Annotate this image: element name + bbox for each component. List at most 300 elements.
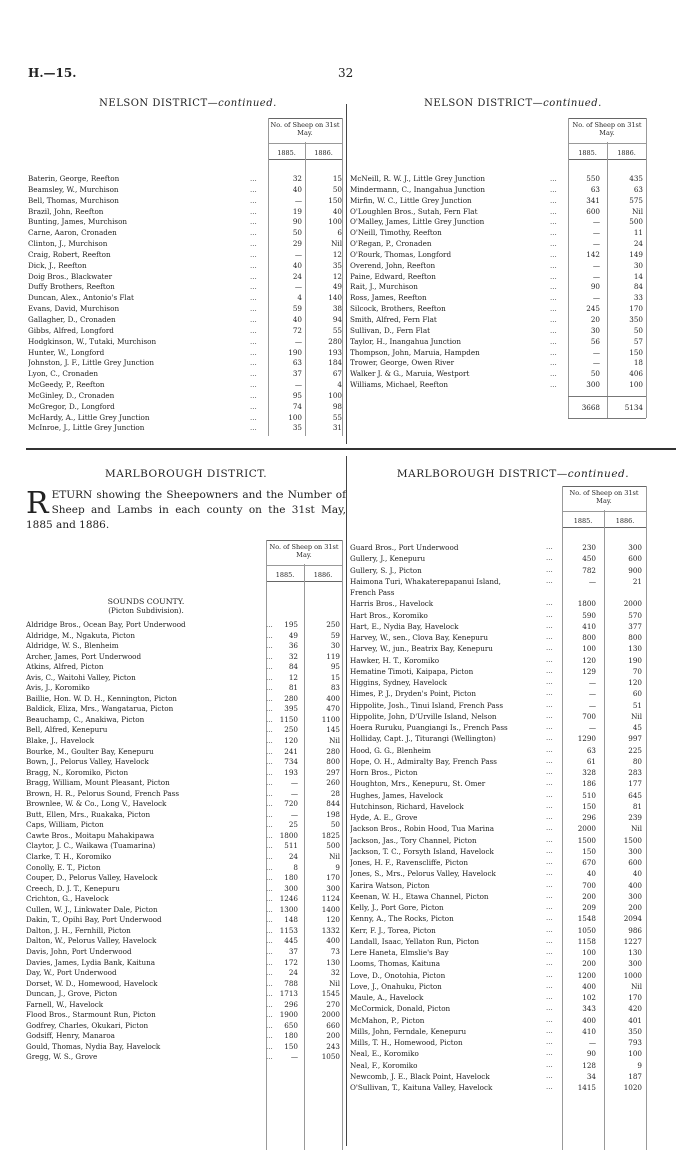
- sheepowner-name: Caps, William, Picton: [26, 820, 104, 830]
- sheep-count-1886: 470: [326, 704, 340, 714]
- table-row: McGinley, D., Cronaden ... 95 100: [28, 390, 342, 400]
- sheep-count-1885: 1246: [279, 894, 298, 904]
- sheep-count-1885: 1900: [279, 1010, 298, 1020]
- table-row: Lere Haneta, Elmslie's Bay ... 100 130: [350, 948, 642, 957]
- table-row: Dick, J., Reefton ... 40 35: [28, 260, 342, 270]
- sheepowner-name: Hope, O. H., Admiralty Bay, French Pass: [350, 756, 498, 766]
- table-row: O'Neill, Timothy, Reefton ... — 11: [350, 228, 643, 238]
- sheepowner-name: McCormick, Donald, Picton: [350, 1004, 451, 1014]
- sheepowner-name: Guard Bros., Port Underwood: [350, 543, 459, 552]
- table-row: Aldridge Bros., Ocean Bay, Port Underwood ... 195 250: [26, 620, 340, 629]
- sheep-count-1886: 35: [332, 260, 342, 270]
- table-row: Lyon, C., Cronaden ... 37 67: [28, 369, 342, 379]
- sheep-count-1886: 40: [632, 869, 642, 879]
- sheepowner-name: Hippolite, Josh., Tinui Island, French Pass: [350, 700, 504, 710]
- sheep-count-1886: 100: [629, 380, 643, 390]
- sheep-count-1885: 40: [292, 184, 302, 194]
- sheepowner-name: Brown, H. R., Pelorus Sound, French Pass: [26, 788, 180, 798]
- sheep-count-1886: 140: [328, 293, 342, 303]
- sheep-count-1886: 1050: [321, 1052, 340, 1062]
- table-row: McMahon, P., Picton ... 400 401: [350, 1015, 642, 1025]
- sheep-count-1886: Nil: [329, 736, 340, 746]
- sheep-count-1885: 1500: [577, 835, 596, 845]
- sheep-count-1885: 61: [586, 756, 596, 766]
- table-row: Brazil, John, Reefton ... 19 40: [28, 206, 342, 216]
- sheepowner-name: Horn Bros., Picton: [350, 768, 418, 777]
- sheep-count-1886: 81: [632, 801, 642, 811]
- sheep-count-1886: 21: [632, 576, 642, 586]
- sheep-count-1885: —: [290, 778, 298, 788]
- sheep-count-1885: 32: [288, 651, 298, 661]
- sheepowner-name: Mindermann, C., Inangahua Junction: [350, 184, 486, 194]
- sheep-count-1886: 500: [326, 841, 340, 851]
- sheep-count-1886: 18: [633, 358, 643, 368]
- table-row: Mindermann, C., Inangahua Junction ... 63 63: [350, 184, 643, 194]
- sheep-count-1885: 1800: [577, 599, 596, 609]
- sheep-count-1886: 119: [326, 651, 340, 661]
- sheep-count-1886: 1020: [623, 1083, 642, 1092]
- sheep-count-1886: 6: [337, 228, 342, 238]
- sheep-count-1886: 2000: [623, 599, 642, 609]
- sheep-count-1886: 49: [332, 282, 342, 292]
- sheep-count-1886: 997: [628, 734, 642, 744]
- sheep-count-1886: 32: [330, 968, 340, 978]
- sheep-count-1885: 74: [292, 401, 302, 411]
- sheep-count-1885: 35: [292, 423, 302, 433]
- sheep-count-1885: 209: [582, 903, 596, 912]
- sheep-count-1886: 297: [326, 767, 340, 777]
- sheep-count-1885: 172: [284, 957, 298, 967]
- sheep-count-1885: 1158: [577, 936, 596, 946]
- sheep-count-1886: 350: [628, 1026, 642, 1036]
- table-row: Mirfin, W. C., Little Grey Junction ... 341 575: [350, 195, 643, 205]
- sheepowner-name: Beamsley, W., Murchison: [28, 184, 119, 194]
- table-row: Horn Bros., Picton ... 328 283: [350, 768, 642, 777]
- sheepowner-name: Brazil, John, Reefton: [28, 206, 104, 216]
- sheepowner-name: Rait, J., Murchison: [350, 282, 418, 292]
- sheep-count-1885: 49: [288, 630, 298, 640]
- sheep-count-1885: 120: [284, 736, 298, 746]
- sheep-count-1886: 193: [328, 347, 342, 357]
- sheep-count-1886: 1400: [321, 904, 340, 914]
- sheep-count-1886: 1545: [321, 989, 340, 999]
- sheep-count-1886: 283: [628, 768, 642, 777]
- table-row: Holliday, Capt. J., Titurangi (Wellington) ... 1290 997: [350, 734, 642, 744]
- table-row: Dakin, T., Opihi Bay, Port Underwood ... 148 120: [26, 915, 340, 925]
- sheep-count-1885: 296: [582, 813, 596, 822]
- sheepowner-name: Silcock, Brothers, Reefton: [350, 304, 446, 314]
- sheep-count-1885: 90: [292, 217, 302, 227]
- sheep-count-1885: 24: [288, 852, 298, 862]
- table-row: Creech, D. J. T., Kenepuru ... 300 300: [26, 883, 340, 893]
- table-row: Hyde, A. E., Grove ... 296 239: [350, 813, 642, 822]
- sheep-count-1886: 570: [628, 610, 642, 620]
- sheepowner-name: Harvey, W., jun., Beatrix Bay, Kenepuru: [350, 644, 493, 654]
- sheepowner-name: French Pass: [350, 588, 395, 597]
- sheep-count-1886: 406: [629, 369, 643, 379]
- sheep-count-1885: 193: [284, 767, 298, 777]
- table-row: Craig, Robert, Reefton ... — 12: [28, 249, 342, 259]
- table-row: Davies, James, Lydia Bank, Kaituna ... 172 130: [26, 957, 340, 967]
- table-row: Gullery, J., Kenepuru ... 450 600: [350, 554, 642, 564]
- table-row: Thompson, John, Maruia, Hampden ... — 150: [350, 347, 643, 357]
- sheepowner-name: Davies, James, Lydia Bank, Kaituna: [26, 957, 156, 967]
- table-row: Sullivan, D., Fern Flat ... 30 50: [350, 325, 643, 335]
- sheepowner-name: Looms, Thomas, Kaituna: [350, 959, 440, 969]
- sheep-count-1885: 63: [590, 184, 600, 194]
- sheepowner-name: Cawte Bros., Moitapu Mahakipawa: [26, 830, 155, 840]
- sheep-count-1886: 150: [328, 195, 342, 205]
- sheep-count-1885: 40: [292, 314, 302, 324]
- sheep-count-1885: 720: [284, 799, 298, 809]
- sheepowner-name: Jackson, Jas., Tory Channel, Picton: [350, 835, 477, 845]
- table-row: Love, D., Onotohia, Picton ... 1200 1000: [350, 970, 642, 980]
- sheepowner-name: Jackson Bros., Robin Hood, Tua Marina: [350, 824, 494, 834]
- sheepowner-name: Harvey, W., sen., Clova Bay, Kenepuru: [350, 633, 488, 642]
- table-row: Duffy Brothers, Reefton ... — 49: [28, 282, 342, 292]
- sheepowner-name: Crichton, G., Havelock: [26, 894, 109, 904]
- sheep-count-1886: 30: [330, 641, 340, 651]
- table-row: Jones, S., Mrs., Pelorus Valley, Havelock ... 40 40: [350, 869, 642, 879]
- sheep-count-1885: 1050: [577, 925, 596, 935]
- sheep-count-1886: 100: [628, 1049, 642, 1059]
- sheep-count-1886: 300: [326, 883, 340, 893]
- sheepowner-name: Mills, T. H., Homewood, Picton: [350, 1038, 463, 1047]
- sheep-count-1886: 38: [332, 304, 342, 314]
- sheepowner-name: Craig, Robert, Reefton: [28, 249, 111, 259]
- table-row: Overend, John, Reefton ... — 30: [350, 260, 643, 270]
- sheep-count-1886: 1825: [321, 830, 340, 840]
- table-row: Clarke, T. H., Koromiko ... 24 Nil: [26, 852, 340, 862]
- table-row: Walker J. & G., Maruia, Westport ... 50 406: [350, 369, 643, 379]
- sheep-count-1885: 150: [284, 1041, 298, 1051]
- sheep-count-1885: 40: [586, 869, 596, 879]
- sheep-count-1885: 245: [586, 304, 600, 314]
- sheepowner-name: Walker J. & G., Maruia, Westport: [350, 369, 470, 379]
- sheepowner-name: Dakin, T., Opihi Bay, Port Underwood: [26, 915, 162, 925]
- sheep-count-1885: 180: [284, 1031, 298, 1041]
- sheep-count-1885: 24: [292, 271, 302, 281]
- nelson-right-title: NELSON DISTRICT—continued.: [424, 98, 602, 109]
- sheep-count-1885: 32: [292, 174, 302, 183]
- sheep-count-1886: 225: [628, 745, 642, 755]
- sheep-count-1886: 1227: [623, 936, 642, 946]
- sheepowner-name: Gullery, S. J., Picton: [350, 565, 422, 575]
- sheepowner-name: Gould, Thomas, Nydia Bay, Havelock: [26, 1041, 161, 1051]
- sheep-count-1885: —: [592, 293, 600, 303]
- sheepowner-name: Hughes, James, Havelock: [350, 790, 444, 800]
- table-row: Jackson, Jas., Tory Channel, Picton ... 1500 1500: [350, 835, 642, 845]
- sheep-count-1885: 195: [284, 620, 298, 629]
- table-row: Flood Bros., Starmount Run, Picton ... 1900 2000: [26, 1010, 340, 1020]
- sheep-count-1885: 1150: [279, 714, 298, 724]
- marlborough-right-title: MARLBOROUGH DISTRICT—continued.: [396, 468, 630, 480]
- table-row: Godsiff, Henry, Manaroa ... 180 200: [26, 1031, 340, 1041]
- table-row: McGeedy, P., Reefton ... — 4: [28, 380, 342, 390]
- sheepowner-name: Avis, C., Waitohi Valley, Picton: [26, 672, 136, 682]
- table-row: Kelly, J., Port Gore, Picton ... 209 200: [350, 903, 642, 912]
- sheepowner-name: McNeill, R. W. J., Little Grey Junction: [350, 174, 486, 183]
- sheep-count-1885: 400: [582, 981, 596, 991]
- table-row: Newcomb, J. E., Black Point, Havelock ... 34 187: [350, 1071, 642, 1081]
- sheep-count-1885: 1153: [279, 925, 298, 935]
- sheepowner-name: Dorset, W. D., Homewood, Havelock: [26, 978, 158, 988]
- sheepowner-name: Love, J., Onahuku, Picton: [350, 981, 442, 991]
- sheep-count-1886: 14: [633, 271, 643, 281]
- sheep-count-1885: 700: [582, 880, 596, 890]
- sheep-count-1885: —: [592, 228, 600, 238]
- sheep-count-1886: 1332: [321, 925, 340, 935]
- sheep-count-1885: 150: [582, 801, 596, 811]
- sheep-count-1885: —: [592, 271, 600, 281]
- sheep-count-1886: 170: [628, 993, 642, 1002]
- sheep-count-1886: 67: [332, 369, 342, 379]
- sheep-count-1885: —: [588, 723, 596, 732]
- sheep-count-1886: 120: [628, 678, 642, 687]
- sheep-count-1885: 19: [292, 206, 302, 216]
- sheep-count-1886: 435: [629, 174, 643, 183]
- sheep-count-1885: 8: [293, 862, 298, 872]
- sheep-count-1886: 95: [330, 662, 340, 672]
- sheep-count-1885: 280: [284, 693, 298, 703]
- table-row: Bragg, N., Koromiko, Picton ... 193 297: [26, 767, 340, 777]
- sheepowner-name: Kenny, A., The Rocks, Picton: [350, 914, 454, 924]
- sheep-count-1886: Nil: [329, 978, 340, 988]
- sheep-count-1886: 280: [328, 336, 342, 346]
- nelson-left-title: NELSON DISTRICT—continued.: [99, 98, 277, 109]
- sheepowner-name: Doig Bros., Blackwater: [28, 271, 113, 281]
- sheep-count-1885: 186: [582, 779, 596, 789]
- sheepowner-name: Couper, D., Pelorus Valley, Havelock: [26, 873, 158, 883]
- sheep-count-1885: 95: [292, 390, 302, 400]
- table-row: Baldick, Eliza, Mrs., Wangatarua, Picton ... 395 470: [26, 704, 340, 714]
- table-row: Jackson, T. C., Forsyth Island, Havelock ... 150 300: [350, 846, 642, 856]
- sheepowner-name: Cullen, W. J., Linkwater Dale, Picton: [26, 904, 158, 914]
- sheepowner-name: Jackson, T. C., Forsyth Island, Havelock: [350, 846, 494, 856]
- sheep-count-1885: 12: [288, 672, 298, 682]
- table-row: Hutchinson, Richard, Havelock ... 150 81: [350, 801, 642, 811]
- sheep-count-1885: 300: [284, 883, 298, 893]
- sheep-count-1885: —: [294, 380, 302, 390]
- table-row: Hoera Ruruku, Puangiangi Is., French Pass ... — 45: [350, 723, 642, 732]
- sheep-count-1885: 700: [582, 711, 596, 721]
- sheep-count-1885: 1300: [279, 904, 298, 914]
- sheep-count-1886: 177: [628, 779, 642, 789]
- sheep-count-1886: Nil: [631, 824, 642, 834]
- sheep-count-1885: 37: [292, 369, 302, 379]
- sheep-count-1885: 129: [582, 666, 596, 676]
- sheep-count-1885: 734: [284, 757, 298, 767]
- table-row: Mills, T. H., Homewood, Picton ... — 793: [350, 1038, 642, 1047]
- sheep-count-1885: 450: [582, 554, 596, 564]
- table-row: McCormick, Donald, Picton ... 343 420: [350, 1004, 642, 1014]
- page-number: 32: [338, 66, 354, 80]
- sheepowner-name: Johnston, J. F., Little Grey Junction: [28, 358, 154, 368]
- sheep-count-1886: 55: [332, 412, 342, 422]
- table-row: Haimona Turi, Whakaterepapanui Island, ... — 21: [350, 576, 642, 586]
- sheep-count-1885: 100: [582, 948, 596, 957]
- sheep-count-1885: 128: [582, 1060, 596, 1070]
- sheep-count-1886: 33: [633, 293, 643, 303]
- table-row: Hope, O. H., Admiralty Bay, French Pass ... 61 80: [350, 756, 642, 766]
- sheepowner-name: Hawker, H. T., Koromiko: [350, 655, 440, 665]
- table-row: Avis, J., Koromiko ... 81 83: [26, 683, 340, 693]
- sheepowner-name: Hematine Timoti, Kaipapa, Picton: [350, 666, 474, 676]
- sheep-count-1885: 395: [284, 704, 298, 714]
- sheep-count-1886: 24: [633, 239, 643, 249]
- sheep-count-1885: 296: [284, 999, 298, 1009]
- table-row: McHardy, A., Little Grey Junction ... 100 55: [28, 412, 342, 422]
- sheep-count-1885: —: [294, 282, 302, 292]
- table-row: O'Rourk, Thomas, Longford ... 142 149: [350, 249, 643, 259]
- sheep-count-1885: 650: [284, 1020, 298, 1030]
- sheep-count-1886: 50: [633, 325, 643, 335]
- sheep-count-1886: 420: [628, 1004, 642, 1014]
- sheepowner-name: Williams, Michael, Reefton: [350, 380, 448, 390]
- table-row: Duncan, Alex., Antonio's Flat ... 4 140: [28, 293, 342, 303]
- sheep-count-1885: 300: [586, 380, 600, 390]
- sheep-count-1885: 120: [582, 655, 596, 665]
- sheepowner-name: Blake, J., Havelock: [26, 736, 95, 746]
- table-row: Smith, Alfred, Fern Flat ... 20 350: [350, 314, 643, 324]
- sheep-count-1885: —: [588, 678, 596, 687]
- table-row: Hughes, James, Havelock ... 510 645: [350, 790, 642, 800]
- sheepowner-name: Keenan, W. H., Etawa Channel, Picton: [350, 891, 489, 901]
- nelson-left-col-header: No. of Sheep on 31st May. 1885. 1886.: [268, 118, 342, 160]
- sheep-count-1886: 15: [330, 672, 340, 682]
- table-row: Rait, J., Murchison ... 90 84: [350, 282, 643, 292]
- sheep-count-1885: 180: [284, 873, 298, 883]
- marlborough-intro: RETURN showing the Sheepowners and the Number of Sheep and Lambs in each county on the 31st May, 1885 and 1886.: [26, 486, 346, 531]
- sheep-count-1886: Nil: [631, 981, 642, 991]
- sheepowner-name: McGregor, D., Longford: [28, 401, 115, 411]
- sheepowner-name: Farnell, W., Havelock: [26, 999, 104, 1009]
- sheep-count-1885: 72: [292, 325, 302, 335]
- sheep-count-1886: 2000: [321, 1010, 340, 1020]
- sheep-count-1885: —: [294, 249, 302, 259]
- table-row: Blake, J., Havelock ... 120 Nil: [26, 736, 340, 746]
- sheep-count-1885: —: [592, 260, 600, 270]
- sheepowner-name: Trower, George, Owen River: [350, 358, 455, 368]
- table-row: Keenan, W. H., Etawa Channel, Picton ... 200 300: [350, 891, 642, 901]
- sheepowner-name: Himes, P. J., Dryden's Point, Picton: [350, 689, 476, 699]
- sheep-count-1886: 660: [326, 1020, 340, 1030]
- sheepowner-name: Gallagher, D., Cronaden: [28, 314, 116, 324]
- sheep-count-1886: 793: [628, 1038, 642, 1047]
- sheep-count-1885: 343: [582, 1004, 596, 1014]
- table-row: Godfrey, Charles, Okukari, Picton ... 650 660: [26, 1020, 340, 1030]
- table-row: Williams, Michael, Reefton ... 300 100: [350, 380, 643, 390]
- sheepowner-name: Landall, Isaac, Yellaton Run, Picton: [350, 936, 480, 946]
- table-row: Beamsley, W., Murchison ... 40 50: [28, 184, 342, 194]
- table-row: Dorset, W. D., Homewood, Havelock ... 788 Nil: [26, 978, 340, 988]
- sheep-count-1886: 100: [328, 217, 342, 227]
- sheepowner-name: O'Loughlen Bros., Sutah, Fern Flat: [350, 206, 478, 216]
- sheep-count-1886: 2094: [623, 914, 642, 924]
- table-row: Karira Watson, Picton ... 700 400: [350, 880, 642, 890]
- sheep-count-1886: 187: [628, 1071, 642, 1081]
- table-row: Baterin, George, Reefton ... 32 15: [28, 174, 342, 183]
- sheepowner-name: Gregg, W. S., Grove: [26, 1052, 98, 1062]
- sheep-count-1885: 1200: [577, 970, 596, 980]
- sheep-count-1885: 510: [582, 790, 596, 800]
- county-heading: SOUNDS COUNTY.: [107, 597, 185, 606]
- sheep-count-1886: 170: [326, 873, 340, 883]
- sheep-count-1886: 198: [326, 809, 340, 819]
- sheepowner-name: Haimona Turi, Whakaterepapanui Island,: [350, 576, 501, 586]
- sheep-count-1885: —: [588, 1038, 596, 1047]
- sheep-count-1885: —: [592, 347, 600, 357]
- table-row: Couper, D., Pelorus Valley, Havelock ... 180 170: [26, 873, 340, 883]
- sheep-count-1885: 36: [288, 641, 298, 651]
- sheep-count-1886: 600: [628, 554, 642, 564]
- sheep-count-1885: 250: [284, 725, 298, 735]
- sheep-count-1885: 30: [590, 325, 600, 335]
- sheep-count-1886: 575: [629, 195, 643, 205]
- sheep-count-1885: 56: [590, 336, 600, 346]
- table-row: Bell, Thomas, Murchison ... — 150: [28, 195, 342, 205]
- sheepowner-name: Love, D., Onotohia, Picton: [350, 970, 446, 980]
- sheep-count-1885: 1548: [577, 914, 596, 924]
- sheep-count-1886: 200: [628, 903, 642, 912]
- table-row: Carne, Aaron, Cronaden ... 50 6: [28, 228, 342, 238]
- table-row: Houghton, Mrs., Kenepuru, St. Omer ... 186 177: [350, 779, 642, 789]
- sheepowner-name: Evans, David, Murchison: [28, 304, 120, 314]
- sheep-count-1885: —: [290, 1052, 298, 1062]
- sheep-count-1886: 377: [628, 621, 642, 631]
- sheep-count-1886: 55: [332, 325, 342, 335]
- sheepowner-name: Day, W., Port Underwood: [26, 968, 117, 978]
- sheep-count-1886: Nil: [331, 239, 342, 249]
- sheepowner-name: Houghton, Mrs., Kenepuru, St. Omer: [350, 779, 486, 789]
- table-row: Hunter, W., Longford ... 190 193: [28, 347, 342, 357]
- sheepowner-name: Aldridge Bros., Ocean Bay, Port Underwood: [26, 620, 186, 629]
- sheep-count-1885: 1713: [279, 989, 298, 999]
- table-row: McInroe, J., Little Grey Junction ... 35 31: [28, 423, 342, 433]
- table-row: O'Loughlen Bros., Sutah, Fern Flat ... 600 Nil: [350, 206, 643, 216]
- sheep-count-1885: 190: [288, 347, 302, 357]
- sheepowner-name: Bell, Alfred, Kenepuru: [26, 725, 108, 735]
- table-row: Evans, David, Murchison ... 59 38: [28, 304, 342, 314]
- sheep-count-1885: 590: [582, 610, 596, 620]
- sheepowner-name: Hart Bros., Koromiko: [350, 610, 428, 620]
- sheep-count-1886: 280: [326, 746, 340, 756]
- sheep-count-1886: 800: [326, 757, 340, 767]
- sheep-count-1886: 57: [633, 336, 643, 346]
- sheep-count-1886: 500: [629, 217, 643, 227]
- sheepowner-name: Karira Watson, Picton: [350, 880, 430, 890]
- table-row: Clinton, J., Murchison ... 29 Nil: [28, 239, 342, 249]
- sheep-count-1886: 40: [332, 206, 342, 216]
- table-row: Mills, John, Ferndale, Kenepuru ... 410 350: [350, 1026, 642, 1036]
- sheepowner-name: O'Sullivan, T., Kaituna Valley, Havelock: [350, 1083, 493, 1092]
- table-row: Kenny, A., The Rocks, Picton ... 1548 2094: [350, 914, 642, 924]
- table-row: Taylor, H., Inangahua Junction ... 56 57: [350, 336, 643, 346]
- sheepowner-name: Bown, J., Pelorus Valley, Havelock: [26, 757, 149, 767]
- sheep-count-1885: 63: [586, 745, 596, 755]
- sheepowner-name: Butt, Ellen, Mrs., Ruakaka, Picton: [26, 809, 151, 819]
- sheep-count-1886: 50: [332, 184, 342, 194]
- table-row: Cawte Bros., Moitapu Mahakipawa ... 1800 1825: [26, 830, 340, 840]
- table-row: Guard Bros., Port Underwood ... 230 300: [350, 543, 642, 552]
- table-row: Ross, James, Reefton ... — 33: [350, 293, 643, 303]
- table-row: Hematine Timoti, Kaipapa, Picton ... 129 70: [350, 666, 642, 676]
- sheepowner-name: Kerr, F. J., Torea, Picton: [350, 925, 436, 935]
- nelson-right-col-header: No. of Sheep on 31st May. 1885. 1886.: [568, 118, 646, 160]
- sheep-count-1886: 645: [628, 790, 642, 800]
- table-row: Bunting, James, Murchison ... 90 100: [28, 217, 342, 227]
- sheep-count-1885: —: [290, 788, 298, 798]
